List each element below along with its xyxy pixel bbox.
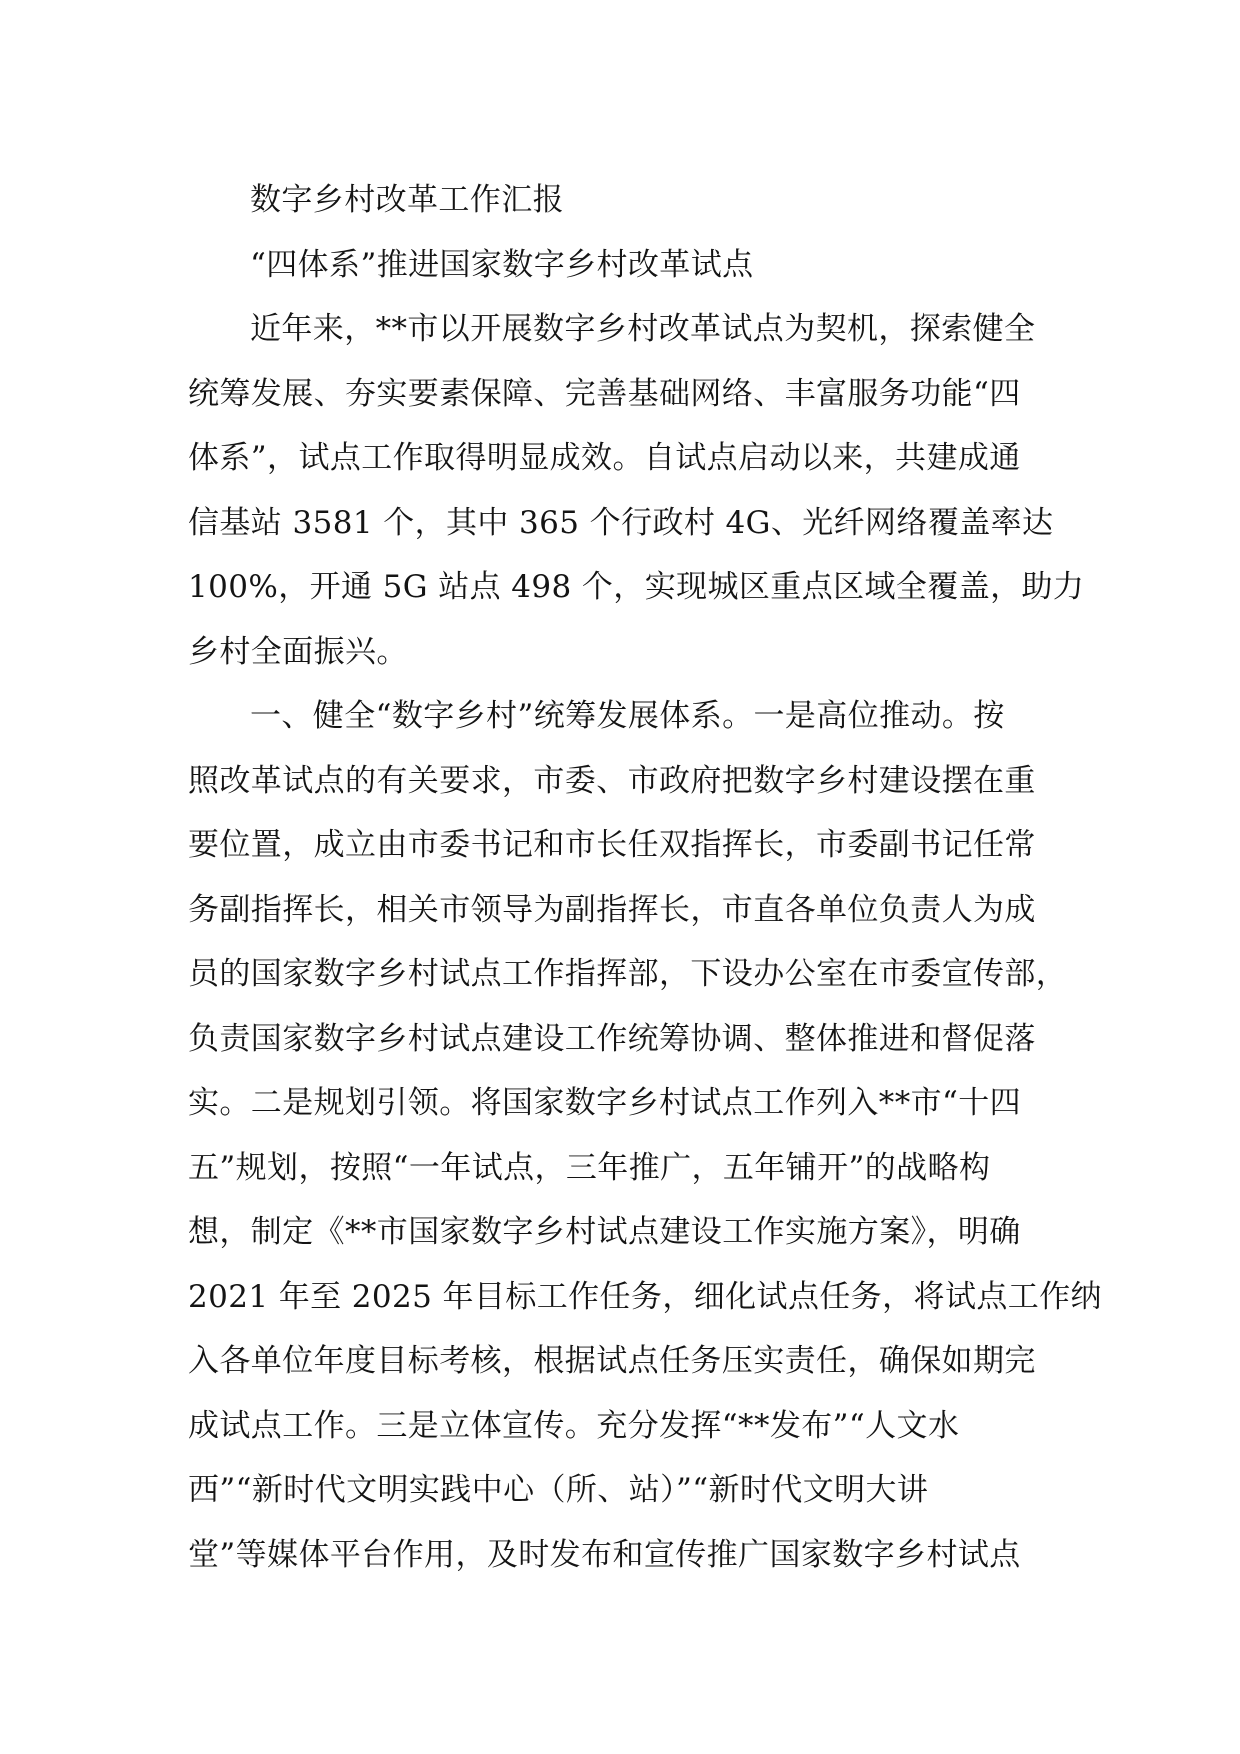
paragraph-intro-line: 信基站 3581 个，其中 365 个行政村 4G、光纤网络覆盖率达: [188, 504, 1054, 541]
document-body: [188, 168, 1102, 1587]
paragraph-section-one-line: 一、健全“数字乡村”统筹发展体系。一是高位推动。按: [250, 698, 1005, 734]
paragraph-intro-line: 乡村全面振兴。: [188, 633, 408, 670]
paragraph-section-one-line: 五”规划，按照“一年试点，三年推广，五年铺开”的战略构: [188, 1149, 991, 1186]
paragraph-section-one-line: 堂”等媒体平台作用，及时发布和宣传推广国家数字乡村试点: [188, 1536, 1021, 1573]
paragraph-section-one-line: 成试点工作。三是立体宣传。充分发挥“**发布”“人文水: [188, 1407, 960, 1444]
paragraph-section-one-line: 务副指挥长，相关市领导为副指挥长，市直各单位负责人为成: [188, 891, 1036, 928]
paragraph-section-one-line: 2021 年至 2025 年目标工作任务，细化试点任务，将试点工作纳: [188, 1278, 1102, 1315]
document-title: 数字乡村改革工作汇报: [250, 182, 564, 218]
paragraph-section-one-line: 实。二是规划引领。将国家数字乡村试点工作列入**市“十四: [188, 1085, 1022, 1121]
paragraph-section-one-line: 入各单位年度目标考核，根据试点任务压实责任，确保如期完: [188, 1343, 1036, 1379]
paragraph-section-one-line: 员的国家数字乡村试点工作指挥部，下设办公室在市委宣传部，: [188, 956, 1068, 992]
paragraph-section-one-line: 要位置，成立由市委书记和市长任双指挥长，市委副书记任常: [188, 827, 1036, 863]
paragraph-section-one-line: 想，制定《**市国家数字乡村试点建设工作实施方案》，明确: [188, 1214, 1021, 1250]
paragraph-intro-line: 体系”，试点工作取得明显成效。自试点启动以来，共建成通: [188, 440, 1021, 476]
paragraph-section-one-line: 负责国家数字乡村试点建设工作统筹协调、整体推进和督促落: [188, 1020, 1036, 1057]
paragraph-intro-line: 统筹发展、夯实要素保障、完善基础网络、丰富服务功能“四: [188, 375, 1021, 412]
paragraph-intro-line: 近年来，**市以开展数字乡村改革试点为契机，探索健全: [250, 311, 1036, 347]
paragraph-section-one-line: 照改革试点的有关要求，市委、市政府把数字乡村建设摆在重: [188, 762, 1036, 799]
document-subtitle: “四体系”推进国家数字乡村改革试点: [250, 246, 754, 283]
paragraph-section-one-line: 西”“新时代文明实践中心（所、站）”“新时代文明大讲: [188, 1472, 929, 1508]
paragraph-intro-line: 100%，开通 5G 站点 498 个，实现城区重点区域全覆盖，助力: [188, 569, 1085, 605]
